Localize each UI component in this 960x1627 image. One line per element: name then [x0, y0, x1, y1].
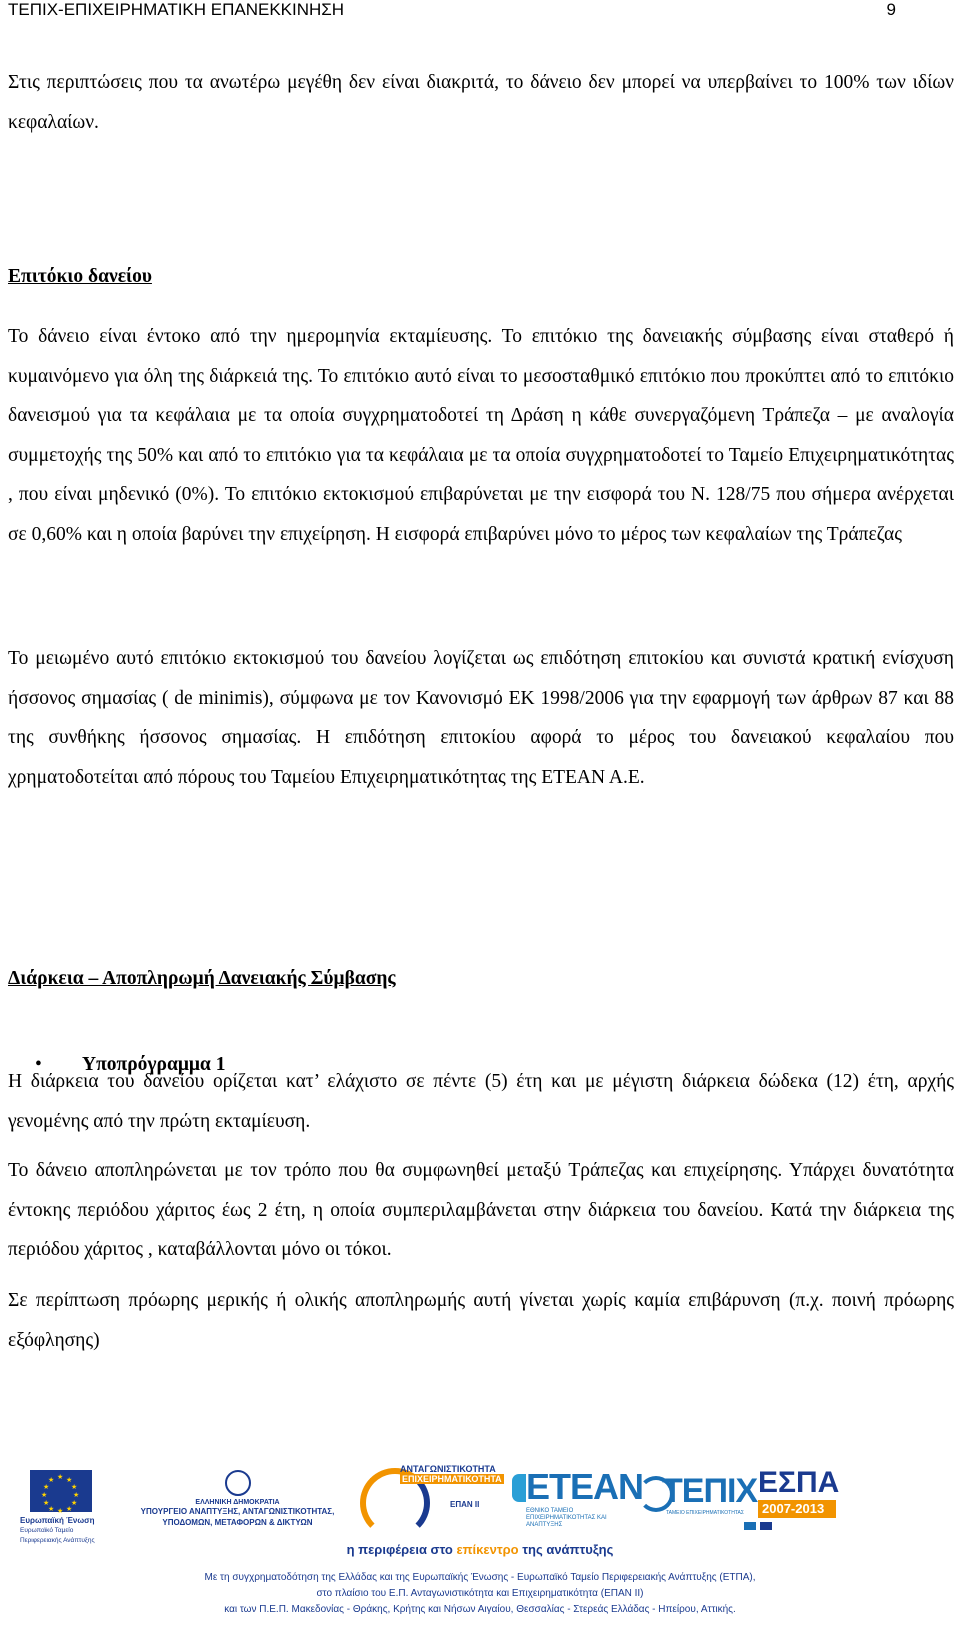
logo-row [20, 1460, 950, 1545]
interest-paragraph-1: Το δάνειο είναι έντοκο από την ημερομηνία εκταμίευσης. Το επιτόκιο της δανειακής σύμβασης είναι σταθερό ή κυμαινόμενο για όλη της διάρκειά της. Το επιτόκιο αυτό είναι το μεσοσταθμικό επιτόκιο που προκύπτει από το επιτόκιο δανεισμού για τα κεφάλαια με τα οποία συγχρηματοδοτεί τη Δράση η κάθε συνεργαζόμενη Τράπεζα – με αναλογία συμμετοχής της 50% και από το επιτόκιο για τα κεφάλαια με τα οποία συγχρηματοδοτεί το Ταμείο Επιχειρηματικότητας , που είναι μηδενικό (0%). Το επιτόκιο εκτοκισμού επιβαρύνεται με την εισφορά του Ν. 128/75 που σήμερα ανέρχεται σε 0,60% και η οποία βαρύνει την επιχείρηση. Η εισφορά επιβαρύνει μόνο το μέρος των κεφαλαίων της Τράπεζας [8, 326, 954, 545]
funding-strip [0, 1564, 960, 1627]
tepix-name: ΤΕΠΙΧ [662, 1472, 758, 1510]
tepix-sub: ΤΑΜΕΙΟ ΕΠΙΧΕΙΡΗΜΑΤΙΚΟΤΗΤΑΣ [666, 1510, 744, 1516]
header-title: ΤΕΠΙΧ-ΕΠΙΧΕΙΡΗΜΑΤΙΚΗ ΕΠΑΝΕΚΚΙΝΗΣΗ [8, 0, 345, 19]
funding-line-3: και των Π.Ε.Π. Μακεδονίας - Θράκης, Κρήτης και Νήσων Αιγαίου, Θεσσαλίας - Στερεάς Ελλάδας - Ηπείρου, Αττικής. [224, 1604, 736, 1615]
etean-sub: ΕΘΝΙΚΟ ΤΑΜΕΙΟ ΕΠΙΧΕΙΡΗΜΑΤΙΚΟΤΗΤΑΣ ΚΑΙ ΑΝΑΠΤΥΞΗΣ [526, 1508, 607, 1528]
slogan-before: η περιφέρεια στο [346, 1542, 457, 1557]
epan-line1: ΑΝΤΑΓΩΝΙΣΤΙΚΟΤΗΤΑ [400, 1464, 496, 1474]
eu-name: Ευρωπαϊκή Ένωση [20, 1516, 95, 1525]
slogan [0, 1542, 960, 1557]
slogan-highlight: επίκεντρο [456, 1542, 519, 1557]
page-number: 9 [886, 0, 896, 19]
epan-logo [360, 1460, 505, 1520]
funding-line-2: στο πλαίσιο του Ε.Π. Ανταγωνιστικότητα και Επιχειρηματικότητα (ΕΠΑΝ ΙΙ) [316, 1588, 644, 1599]
espa-logo [758, 1466, 840, 1530]
duration-paragraph-3: Σε περίπτωση πρόωρης μερικής ή ολικής αποπληρωμής αυτή γίνεται χωρίς καμία επιβάρυνση (π.χ. ποινή πρόωρης εξόφλησης) [8, 1290, 954, 1351]
heading-duration: Διάρκεια – Αποπληρωμή Δανειακής Σύμβασης [8, 968, 396, 989]
etean-name: ETEAN [526, 1466, 644, 1507]
eu-flag-icon: ★ ★ ★ ★ ★ ★ ★ ★ ★ ★ ★ ★ [30, 1470, 92, 1512]
ministry-logo [115, 1470, 360, 1528]
eu-fund: Ευρωπαϊκό Ταμείο Περιφερειακής Ανάπτυξης [20, 1527, 95, 1544]
page-header [8, 0, 896, 22]
etean-logo [512, 1466, 644, 1528]
funding-line-1: Με τη συγχρηματοδότηση της Ελλάδας και της Ευρωπαϊκής Ένωσης - Ευρωπαϊκό Ταμείο Περιφερειακής Ανάπτυξης (ΕΤΠΑ), [204, 1572, 756, 1583]
footer-logo-band [0, 1460, 960, 1627]
epan-line3: ΕΠΑΝ II [450, 1500, 480, 1509]
duration-paragraph-1: Η διάρκεια του δανείου ορίζεται κατ’ ελάχιστο σε πέντε (5) έτη και με μέγιστη διάρκεια δώδεκα (12) έτη, αρχής γενομένης από την πρώτη εκταμίευση. [8, 1071, 954, 1132]
espa-name: ΕΣΠΑ [758, 1466, 840, 1499]
ministry-state: ΕΛΛΗΝΙΚΗ ΔΗΜΟΚΡΑΤΙΑ [195, 1499, 280, 1506]
bullet-icon: • [35, 1054, 42, 1075]
interest-paragraph-2: Το μειωμένο αυτό επιτόκιο εκτοκισμού του δανείου λογίζεται ως επιδότηση επιτοκίου και συνιστά κρατική ενίσχυση ήσσονος σημασίας ( de minimis), σύμφωνα με τον Κανονισμό ΕΚ 1998/2006 για την εφαρμογή των άρθρων 87 και 88 της συνθήκης ήσσονος σημασίας. Η επιδότηση επιτοκίου αφορά το μέρος του δανειακού κεφαλαίου που χρηματοδοτείται από πόρους του Ταμείου Επιχειρηματικότητας της ΕΤΕΑΝ Α.Ε. [8, 648, 954, 788]
tepix-logo [638, 1472, 758, 1522]
heading-interest: Επιτόκιο δανείου [8, 266, 152, 287]
etean-mark-icon [512, 1474, 526, 1502]
slogan-after: της ανάπτυξης [518, 1542, 614, 1557]
greek-emblem-icon [225, 1470, 251, 1496]
epan-line2: ΕΠΙΧΕΙΡΗΜΑΤΙΚΟΤΗΤΑ [402, 1474, 502, 1484]
bullet-label: Υποπρόγραμμα 1 [82, 1054, 226, 1075]
duration-paragraph-2: Το δάνειο αποπληρώνεται με τον τρόπο που θα συμφωνηθεί μεταξύ Τράπεζας και επιχείρησης. Υπάρχει δυνατότητα έντοκης περιόδου χάριτος έως 2 έτη, η οποία συμπεριλαμβάνεται στην διάρκεια του δανείου. Κατά την διάρκεια της περιόδου χάριτος , καταβάλλονται μόνο οι τόκοι. [8, 1160, 954, 1260]
eu-greek-flags-icon [744, 1522, 844, 1530]
intro-paragraph: Στις περιπτώσεις που τα ανωτέρω μεγέθη δεν είναι διακριτά, το δάνειο δεν μπορεί να υπερβαίνει το 100% των ιδίων κεφαλαίων. [8, 72, 954, 133]
ministry-name: ΥΠΟΥΡΓΕΙΟ ΑΝΑΠΤΥΞΗΣ, ΑΝΤΑΓΩΝΙΣΤΙΚΟΤΗΤΑΣ, ΥΠΟΔΟΜΩΝ, ΜΕΤΑΦΟΡΩΝ & ΔΙΚΤΥΩΝ [140, 1507, 335, 1527]
espa-years: 2007-2013 [762, 1501, 825, 1516]
